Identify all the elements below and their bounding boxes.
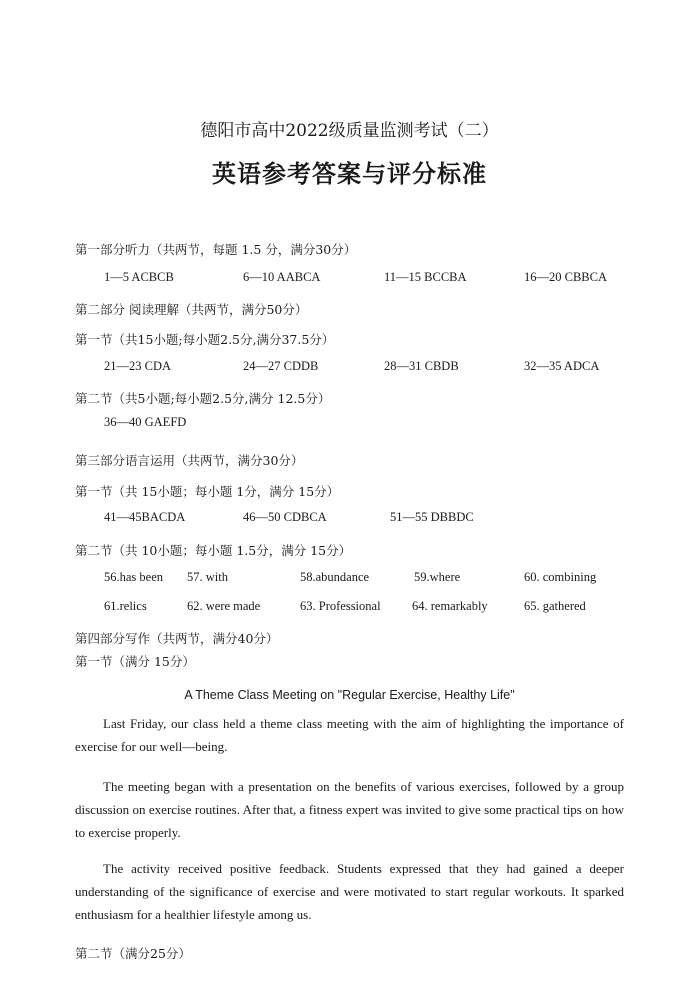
part2-section1-heading: 第一节（共15小题;每小题2.5分,满分37.5分） bbox=[75, 332, 335, 347]
part3-section1-heading: 第一节（共 15小题；每小题 1分，满分 15分） bbox=[75, 484, 340, 499]
part2-section2-heading: 第二节（共5小题;每小题2.5分,满分 12.5分） bbox=[75, 391, 331, 406]
answer-group: 16—20 CBBCA bbox=[524, 270, 608, 284]
answer-group: 6—10 AABCA bbox=[243, 270, 321, 284]
essay-paragraph: Last Friday, our class held a theme class meeting with the aim of highlighting the importance of exercise for our well—being. bbox=[75, 716, 624, 754]
exam-subtitle: 德阳市高中2022级质量监测考试（二） bbox=[200, 121, 499, 141]
answer-group: 21—23 CDA bbox=[104, 359, 172, 373]
answer-item: 58.abundance bbox=[300, 570, 370, 584]
answer-item: 60. combining bbox=[524, 570, 597, 584]
page-title: 英语参考答案与评分标准 bbox=[212, 160, 487, 188]
part4-section2-heading: 第二节（满分25分） bbox=[75, 946, 191, 961]
essay-paragraph: The meeting began with a presentation on the benefits of various exercises, followed by a group discussion on exercise routines. After that, a fitness expert was invited to give some practical tips on how to exercise properly. bbox=[75, 779, 624, 840]
answer-item: 61.relics bbox=[104, 599, 147, 613]
answer-group: 24—27 CDDB bbox=[243, 359, 319, 373]
answer-item: 64. remarkably bbox=[412, 599, 488, 613]
answer-group: 28—31 CBDB bbox=[384, 359, 459, 373]
answer-item: 62. were made bbox=[187, 599, 261, 613]
answer-group: 1—5 ACBCB bbox=[104, 270, 174, 284]
answer-group: 51—55 DBBDC bbox=[390, 510, 474, 524]
part4-heading: 第四部分写作（共两节，满分40分） bbox=[75, 631, 279, 646]
answer-group: 32—35 ADCA bbox=[524, 359, 600, 373]
part3-section2-heading: 第二节（共 10小题；每小题 1.5分，满分 15分） bbox=[75, 543, 352, 558]
answer-group: 11—15 BCCBA bbox=[384, 270, 467, 284]
answer-item: 63. Professional bbox=[300, 599, 381, 613]
answer-item: 56.has been bbox=[104, 570, 164, 584]
part1-heading: 第一部分听力（共两节，每题 1.5 分，满分30分） bbox=[75, 242, 357, 257]
answer-group: 41—45BACDA bbox=[104, 510, 186, 524]
answer-group: 36—40 GAEFD bbox=[104, 415, 187, 429]
essay-paragraph: The activity received positive feedback. Students expressed that they had gained a deeper understanding of the significance of exercise and were motivated to start regular workouts. It sparked enthusiasm for a healthier lifestyle among us. bbox=[75, 861, 624, 922]
answer-group: 46—50 CDBCA bbox=[243, 510, 327, 524]
part2-heading: 第二部分 阅读理解（共两节，满分50分） bbox=[75, 302, 308, 317]
answer-item: 65. gathered bbox=[524, 599, 586, 613]
answer-item: 59.where bbox=[414, 570, 461, 584]
essay-title: A Theme Class Meeting on "Regular Exercise, Healthy Life" bbox=[184, 688, 515, 702]
part3-heading: 第三部分语言运用（共两节，满分30分） bbox=[75, 453, 304, 468]
part4-section1-heading: 第一节（满分 15分） bbox=[75, 654, 195, 669]
answer-item: 57. with bbox=[187, 570, 228, 584]
